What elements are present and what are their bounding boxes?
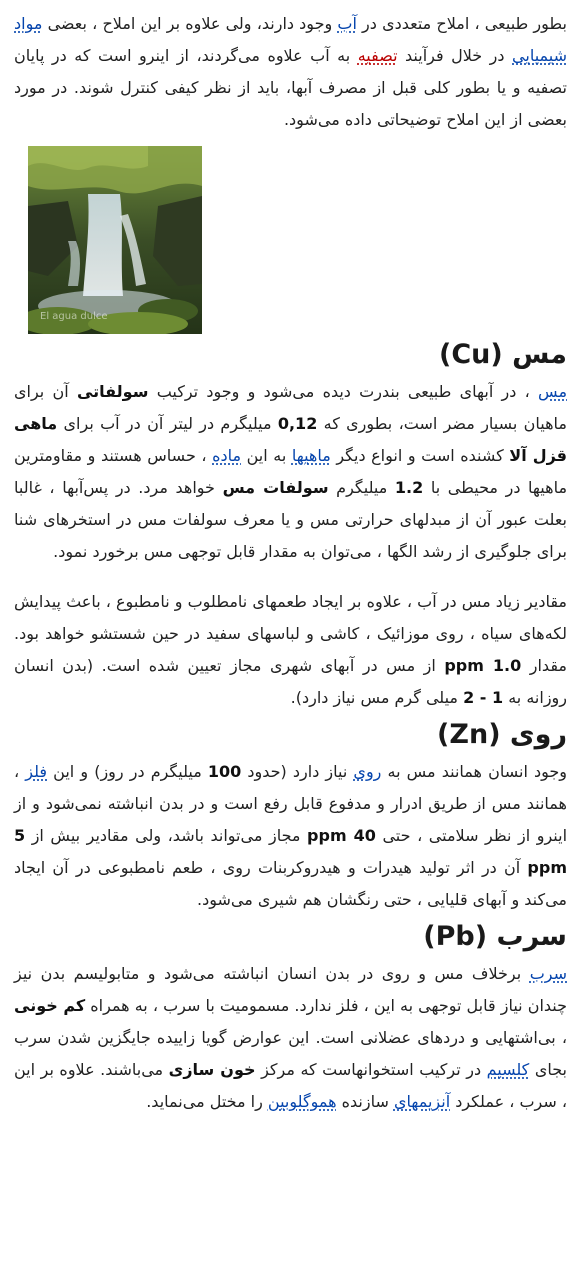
text: وجود دارند، ولی علاوه بر این املاح ، بعضی bbox=[42, 14, 338, 33]
lead-paragraph bbox=[14, 958, 567, 1118]
waterfall-illustration bbox=[28, 146, 202, 334]
text: مقادیر زیاد مس در آب ، علاوه بر ایجاد طعمهای نامطلوب و نامطبوع ، باعث پیدایش لکه‌های سیاه ، روی موزائیک ، کاشی و لباسهای سفید در حین شستشو خواهد بود. مقدار bbox=[14, 592, 567, 675]
text: ، همانند مس از طریق ادرار و مدفوع قابل رفع است و در بدن انباشته نمی‌شود و از اینرو از نظر سلامتی ، حتی bbox=[14, 762, 568, 845]
text: آن برای ماهیان بسیار مضر است، بطوری که bbox=[14, 382, 568, 433]
link-water[interactable]: آب bbox=[337, 14, 357, 33]
image-caption: El agua dulce bbox=[40, 311, 108, 322]
text: ، در آبهای طبیعی بندرت دیده می‌شود و وجود ترکیب bbox=[148, 382, 539, 401]
text: ، بی‌اشتهایی و دردهای عضلانی است. این عوارض گویا زاییده جایگزین شدن سرب بجای bbox=[14, 1028, 568, 1079]
link-lead[interactable]: سرب bbox=[529, 964, 567, 983]
text: از مس در آبهای شهری مجاز تعیین شده است. (بدن انسان روزانه به bbox=[14, 656, 567, 707]
waterfall-image bbox=[28, 146, 202, 334]
bold-text: 1 - 2 bbox=[463, 688, 504, 707]
link-metal[interactable]: فلز bbox=[25, 762, 48, 781]
heading-zinc: روی (Zn) bbox=[437, 719, 567, 750]
text: میلی گرم مس نیاز دارد). bbox=[290, 688, 464, 707]
text: سازنده bbox=[336, 1092, 394, 1111]
text: برخلاف مس و روی در بدن انسان انباشته می‌شود و متابولیسم بدن نیز چندان نیاز قابل توجهی به این ، فلز ندارد. مسمومیت با سرب ، به همراه bbox=[14, 964, 567, 1015]
link-chemicals[interactable]: مواد شیمیایی bbox=[14, 14, 568, 65]
bold-text: ماهی قزل آلا bbox=[14, 414, 568, 465]
link-calcium[interactable]: کلسیم bbox=[486, 1060, 530, 1079]
bold-text: سولفاتی bbox=[76, 382, 149, 401]
text: خواهد مرد. در پس‌آبها ، غالبا بعلت عبور آن از مبدلهای حرارتی مس و یا معرف سولفات مس در استخرهای شنا برای جلوگیری از رشد الگها ، می‌توان به مقدار قابل توجهی مس برخورد نمود. bbox=[14, 478, 567, 561]
text: مجاز می‌تواند باشد، ولی مقادیر بیش از bbox=[25, 826, 308, 845]
text: کشنده است و انواع دیگر bbox=[330, 446, 510, 465]
intro-paragraph bbox=[14, 8, 567, 136]
text: نیاز دارد (حدود bbox=[241, 762, 354, 781]
text: بطور طبیعی ، املاح متعددی در bbox=[356, 14, 567, 33]
link-purification[interactable]: تصفیه bbox=[357, 46, 398, 65]
bold-text: 1.2 bbox=[394, 478, 424, 497]
bold-text: 100 bbox=[207, 762, 242, 781]
text: در ترکیب استخوانهاست که مرکز bbox=[255, 1060, 487, 1079]
bold-text: سولفات مس bbox=[222, 478, 329, 497]
link-fishes[interactable]: ماهیها bbox=[291, 446, 331, 465]
bold-text: 40 ppm bbox=[307, 826, 376, 845]
bold-text: 0,12 bbox=[277, 414, 318, 433]
bold-text: کم خونی bbox=[14, 996, 86, 1015]
bold-text: ppm 1.0 bbox=[444, 656, 522, 675]
text: را مختل می‌نماید. bbox=[146, 1092, 268, 1111]
link-zinc[interactable]: روی bbox=[353, 762, 382, 781]
text: آن در اثر تولید هیدرات و هیدروکربنات روی ، طعم نامطبوعی در آن ایجاد می‌کند و آبهای قلیایی ، حتی رنگشان هم شیری می‌شود. bbox=[14, 858, 567, 909]
text: به آب علاوه می‌گردند، از اینرو است که در پایان تصفیه و یا بطور کلی قبل از مصرف آبها، باید از نظر کیفی کنترل شوند. در مورد بعضی از این املاح توضیحاتی داده می‌شود. bbox=[14, 46, 567, 129]
text: به این bbox=[241, 446, 292, 465]
copper-paragraph-1 bbox=[14, 376, 567, 568]
text: در خلال فرآیند bbox=[397, 46, 513, 65]
heading-copper: مس (Cu) bbox=[438, 339, 567, 370]
text: ، حساس هستند و مقاومترین ماهیها در محیطی با bbox=[14, 446, 568, 497]
bold-text: 5 ppm bbox=[14, 826, 567, 877]
bold-text: خون سازی bbox=[168, 1060, 256, 1079]
link-enzymes[interactable]: آنزیمهای bbox=[393, 1092, 451, 1111]
link-hemoglobin[interactable]: هموگلوبین bbox=[267, 1092, 337, 1111]
paragraph-gap bbox=[14, 568, 567, 586]
text: میلیگرم در روز) و این bbox=[47, 762, 208, 781]
heading-lead: سرب (Pb) bbox=[423, 921, 567, 952]
text: می‌باشند. علاوه بر این ، سرب ، عملکرد bbox=[14, 1060, 567, 1111]
text: میلیگرم bbox=[328, 478, 395, 497]
link-substance[interactable]: ماده bbox=[212, 446, 242, 465]
text: وجود انسان همانند مس به bbox=[381, 762, 567, 781]
link-copper[interactable]: مس bbox=[538, 382, 568, 401]
zinc-paragraph bbox=[14, 756, 567, 916]
text: میلیگرم در لیتر آن در آب برای bbox=[57, 414, 278, 433]
copper-paragraph-2 bbox=[14, 586, 567, 714]
